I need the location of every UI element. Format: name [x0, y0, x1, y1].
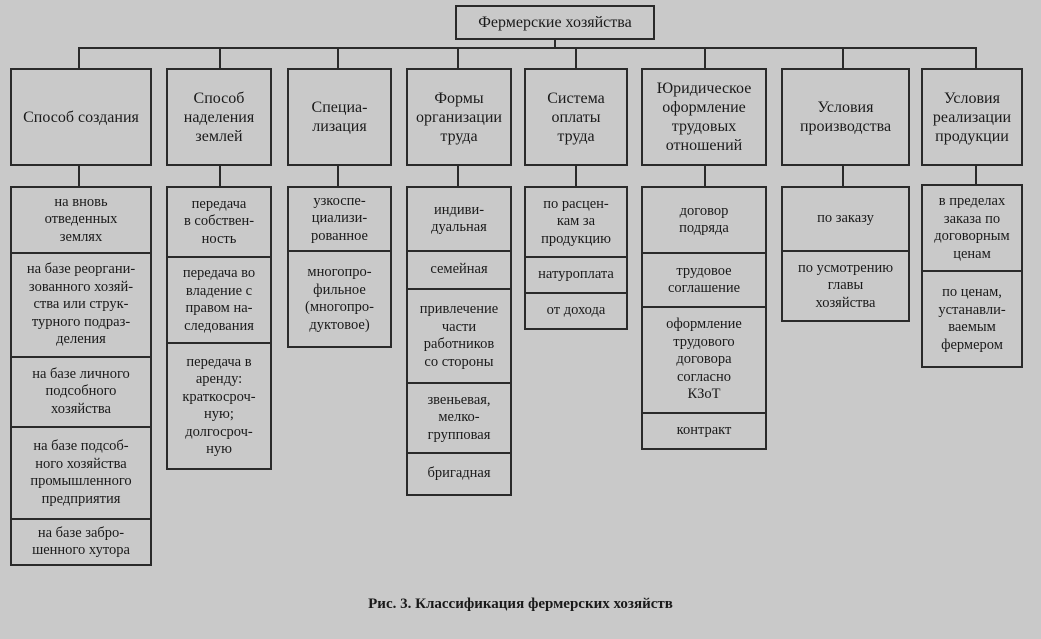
category-4-item-4: звеньевая, мелко- групповая [406, 382, 512, 454]
connector-items-2 [219, 166, 221, 186]
category-5-item-1: по расцен- кам за продукцию [524, 186, 628, 258]
root-box: Фермерские хозяйства [455, 5, 655, 40]
category-7-item-1: по заказу [781, 186, 910, 252]
connector-items-1 [78, 166, 80, 186]
category-1-item-4: на базе подсоб- ного хозяйства промышленного предприятия [10, 426, 152, 520]
category-2-item-1: передача в собствен- ность [166, 186, 272, 258]
category-head-6: Юридическое оформление трудовых отношений [641, 68, 767, 166]
category-6-item-3: оформление трудового договора согласно КЗоТ [641, 306, 767, 414]
category-3-item-2: многопро- фильное (многопро- дуктовое) [287, 250, 392, 348]
category-head-7: Условия производства [781, 68, 910, 166]
category-head-8: Условия реализации продукции [921, 68, 1023, 166]
connector-head-3 [337, 47, 339, 68]
category-1-item-3: на базе личного подсобного хозяйства [10, 356, 152, 428]
category-8-item-1: в пределах заказа по договорным ценам [921, 184, 1023, 272]
connector-head-5 [575, 47, 577, 68]
connector-items-7 [842, 166, 844, 186]
category-4-item-3: привлечение части работников со стороны [406, 288, 512, 384]
connector-items-8 [975, 166, 977, 184]
connector-head-1 [78, 47, 80, 68]
category-8-item-2: по ценам, устанавли- ваемым фермером [921, 270, 1023, 368]
category-7-item-2: по усмотрению главы хозяйства [781, 250, 910, 322]
category-head-2: Способ наделения землей [166, 68, 272, 166]
category-4-item-5: бригадная [406, 452, 512, 496]
category-5-item-2: натуроплата [524, 256, 628, 294]
figure-caption: Рис. 3. Классификация фермерских хозяйств [368, 596, 673, 612]
category-head-1: Способ создания [10, 68, 152, 166]
category-2-item-2: передача во владение с правом на- следования [166, 256, 272, 344]
category-1-item-2: на базе реоргани- зованного хозяй- ства или струк- турного подраз- деления [10, 252, 152, 358]
category-head-5: Система оплаты труда [524, 68, 628, 166]
connector-items-4 [457, 166, 459, 186]
connector-items-3 [337, 166, 339, 186]
connector-items-5 [575, 166, 577, 186]
category-4-item-1: индиви- дуальная [406, 186, 512, 252]
category-3-item-1: узкоспе- циализи- рованное [287, 186, 392, 252]
category-1-item-5: на базе забро- шенного хутора [10, 518, 152, 566]
connector-head-8 [975, 47, 977, 68]
category-6-item-2: трудовое соглашение [641, 252, 767, 308]
category-4-item-2: семейная [406, 250, 512, 290]
connector-head-2 [219, 47, 221, 68]
category-1-item-1: на вновь отведенных землях [10, 186, 152, 254]
category-6-item-4: контракт [641, 412, 767, 450]
connector-items-6 [704, 166, 706, 186]
category-6-item-1: договор подряда [641, 186, 767, 254]
category-5-item-3: от дохода [524, 292, 628, 330]
connector-head-7 [842, 47, 844, 68]
category-head-3: Специа- лизация [287, 68, 392, 166]
connector-head-6 [704, 47, 706, 68]
category-head-4: Формы организации труда [406, 68, 512, 166]
connector-bus [78, 47, 975, 49]
connector-head-4 [457, 47, 459, 68]
category-2-item-3: передача в аренду: краткосроч- ную; долгосроч- ную [166, 342, 272, 470]
